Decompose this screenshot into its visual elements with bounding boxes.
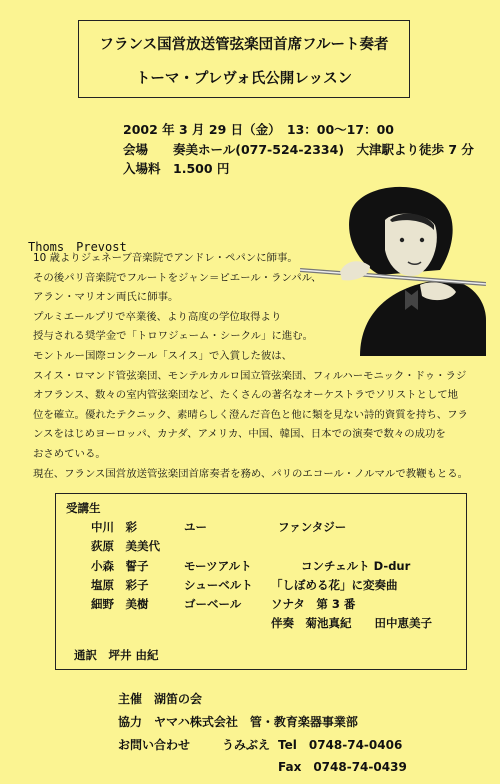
student-piece: ソナタ 第 3 番 bbox=[271, 597, 356, 611]
student-piece: ファンタジー bbox=[278, 520, 347, 534]
bio-line: ンスをはじめヨーロッパ、カナダ、アメリカ、中国、韓国、日本での演奏で数々の成功を bbox=[33, 428, 446, 441]
artist-name: Thoms Prevost bbox=[28, 240, 127, 254]
student-name: 小森 誓子 bbox=[91, 559, 149, 573]
student-name: 荻原 美美代 bbox=[91, 539, 160, 553]
student-name: 塩原 彩子 bbox=[91, 578, 149, 592]
contact-label: お問い合わせ bbox=[118, 738, 191, 752]
student-piece: 「しぼめる花」に変奏曲 bbox=[271, 578, 398, 592]
bio-line: プルミエールプリで卒業後、より高度の学位取得より bbox=[33, 310, 282, 323]
bio-line: オフランス、数々の室内管弦楽団など、たくさんの著名なオーケストラでソリストとして地 bbox=[33, 389, 459, 402]
bio-line: 位を確立。優れたテクニック、素晴らしく澄んだ音色と他に類を見ない詩的資質を持ち、フラ bbox=[33, 408, 468, 421]
student-name: 中川 彩 bbox=[91, 520, 137, 534]
student-composer: ユー bbox=[184, 520, 207, 534]
event-venue bbox=[123, 140, 474, 158]
bio-line: おさめている。 bbox=[33, 447, 106, 460]
interpreter: 通訳 坪井 由紀 bbox=[74, 648, 159, 662]
biography bbox=[33, 249, 468, 484]
student-name: 細野 美樹 bbox=[91, 597, 149, 611]
fee-label: 入場料 bbox=[123, 161, 161, 176]
contact-tel: Tel 0748-74-0406 bbox=[278, 738, 403, 752]
venue-label: 会場 bbox=[123, 142, 149, 157]
students-heading: 受講生 bbox=[66, 501, 101, 515]
organizer: 主催 湖笛の会 bbox=[118, 692, 203, 706]
title-line-1: フランス国営放送管弦楽団首席フルート奏者 bbox=[99, 37, 389, 53]
bio-line: アラン・マリオン両氏に師事。 bbox=[33, 291, 179, 304]
contact-fax: Fax 0748-74-0439 bbox=[278, 760, 407, 774]
bio-line: モントルー国際コンクール「スイス」で入賞した彼は、 bbox=[33, 349, 293, 362]
title-box bbox=[78, 20, 410, 98]
student-composer: モーツアルト bbox=[184, 559, 252, 573]
cooperation: 協力 ヤマハ株式会社 管・教育楽器事業部 bbox=[118, 715, 358, 729]
students-box bbox=[55, 493, 467, 670]
student-composer: ゴーベール bbox=[184, 597, 242, 611]
accompaniment: 伴奏 菊池真紀 田中恵美子 bbox=[271, 616, 432, 630]
bio-line: 授与される奨学金で「トロワジェーム・シークル」に進む。 bbox=[33, 330, 314, 343]
bio-line: その後パリ音楽院でフルートをジャン＝ピエール・ランパル、 bbox=[33, 271, 322, 284]
bio-line: スイス・ロマンド管弦楽団、モンテルカルロ国立管弦楽団、フィルハーモニック・ドゥ・ラジ bbox=[33, 369, 467, 382]
event-fee bbox=[123, 159, 229, 177]
student-composer: シューベルト bbox=[184, 578, 253, 592]
fee-value: 1.500 円 bbox=[173, 161, 230, 176]
event-date: 2002 年 3 月 29 日（金） 13：00～17：00 bbox=[123, 122, 394, 137]
contact-shop: うみぶえ bbox=[222, 738, 271, 752]
venue-value: 奏美ホール(077-524-2334) 大津駅より徒歩 7 分 bbox=[173, 142, 474, 157]
student-piece: コンチェルト D-dur bbox=[301, 559, 411, 573]
bio-line: 10 歳よりジェネーブ音楽院でアンドレ・ペパンに師事。 bbox=[33, 252, 298, 264]
title-line-2: トーマ・プレヴォ氏公開レッスン bbox=[135, 71, 353, 87]
bio-line: 現在、フランス国営放送管弦楽団首席奏者を務め、パリのエコール・ノルマルで教鞭もとる。 bbox=[33, 467, 469, 480]
